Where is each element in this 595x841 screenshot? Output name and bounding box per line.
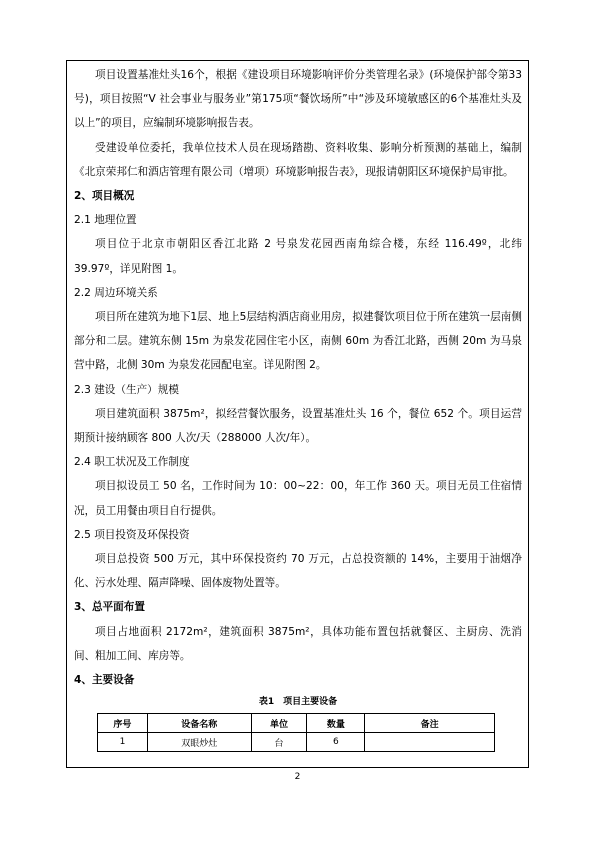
section-2-5-text: 项目总投资 500 万元，其中环保投资约 70 万元，占总投资额的 14%，主要用于油烟净化、污水处理、隔声降噪、固体废物处置等。 <box>74 553 522 590</box>
table-cell: 6 <box>307 733 365 752</box>
column-header: 设备名称 <box>147 714 251 733</box>
table-cell: 双眼炒灶 <box>147 733 251 752</box>
table-row <box>98 733 495 752</box>
table-cell: 台 <box>251 733 307 752</box>
table-header-row <box>98 714 495 733</box>
column-header: 序号 <box>98 714 148 733</box>
column-header: 数量 <box>307 714 365 733</box>
table-cell: 1 <box>98 733 148 752</box>
section-2-3-title: 2.3 建设（生产）规模 <box>74 383 179 396</box>
section-3-heading: 3、总平面布置 <box>74 601 145 614</box>
table-cell <box>365 733 495 752</box>
section-2-5-title: 2.5 项目投资及环保投资 <box>74 528 190 541</box>
section-3-text: 项目占地面积 2172m²，建筑面积 3875m²，具体功能布置包括就餐区、主厨房、洗消间、粗加工间、库房等。 <box>74 625 522 662</box>
equipment-table <box>97 713 495 752</box>
section-2-4-text: 项目拟设员工 50 名，工作时间为 10：00~22：00，年工作 360 天。项目无员工住宿情况，员工用餐由项目自行提供。 <box>74 480 522 517</box>
table-caption: 表1 项目主要设备 <box>258 697 338 708</box>
page-number: 2 <box>294 772 301 782</box>
section-2-heading: 2、项目概况 <box>74 190 135 203</box>
intro-paragraph-1: 项目设置基准灶头16个，根据《建设项目环境影响评价分类管理名录》(环境保护部令第33号)，项目按照“V 社会事业与服务业”第175项“餐饮场所”中“涉及环境敏感区的6个基准灶头及以上”的项目，应编制环境影响报告表。 <box>74 69 522 130</box>
section-2-1-title: 2.1 地理位置 <box>74 214 137 227</box>
section-4-heading: 4、主要设备 <box>74 674 135 687</box>
section-2-2-title: 2.2 周边环境关系 <box>74 286 158 299</box>
document-frame <box>66 60 529 768</box>
column-header: 备注 <box>365 714 495 733</box>
column-header: 单位 <box>251 714 307 733</box>
section-2-4-title: 2.4 职工状况及工作制度 <box>74 456 190 469</box>
section-2-3-text: 项目建筑面积 3875m²，拟经营餐饮服务，设置基准灶头 16 个，餐位 652 个。项目运营期预计接纳顾客 800 人次/天（288000 人次/年）。 <box>74 407 522 445</box>
section-2-2-text: 项目所在建筑为地下1层、地上5层结构酒店商业用房，拟建餐饮项目位于所在建筑一层南侧部分和二层。建筑东侧 15m 为泉发花园住宅小区，南侧 60m 为香江北路，西侧 20m 为马泉营中路，北侧 30m 为泉发花园配电室。详见附图 2。 <box>74 311 522 372</box>
section-2-1-text: 项目位于北京市朝阳区香江北路 2 号泉发花园西南角综合楼，东经 116.49º，北纬 39.97º，详见附图 1。 <box>74 238 522 275</box>
intro-paragraph-2: 受建设单位委托，我单位技术人员在现场踏勘、资料收集、影响分析预测的基础上，编制《北京荣邦仁和酒店管理有限公司（增项）环境影响报告表》，现报请朝阳区环境保护局审批。 <box>74 141 522 178</box>
